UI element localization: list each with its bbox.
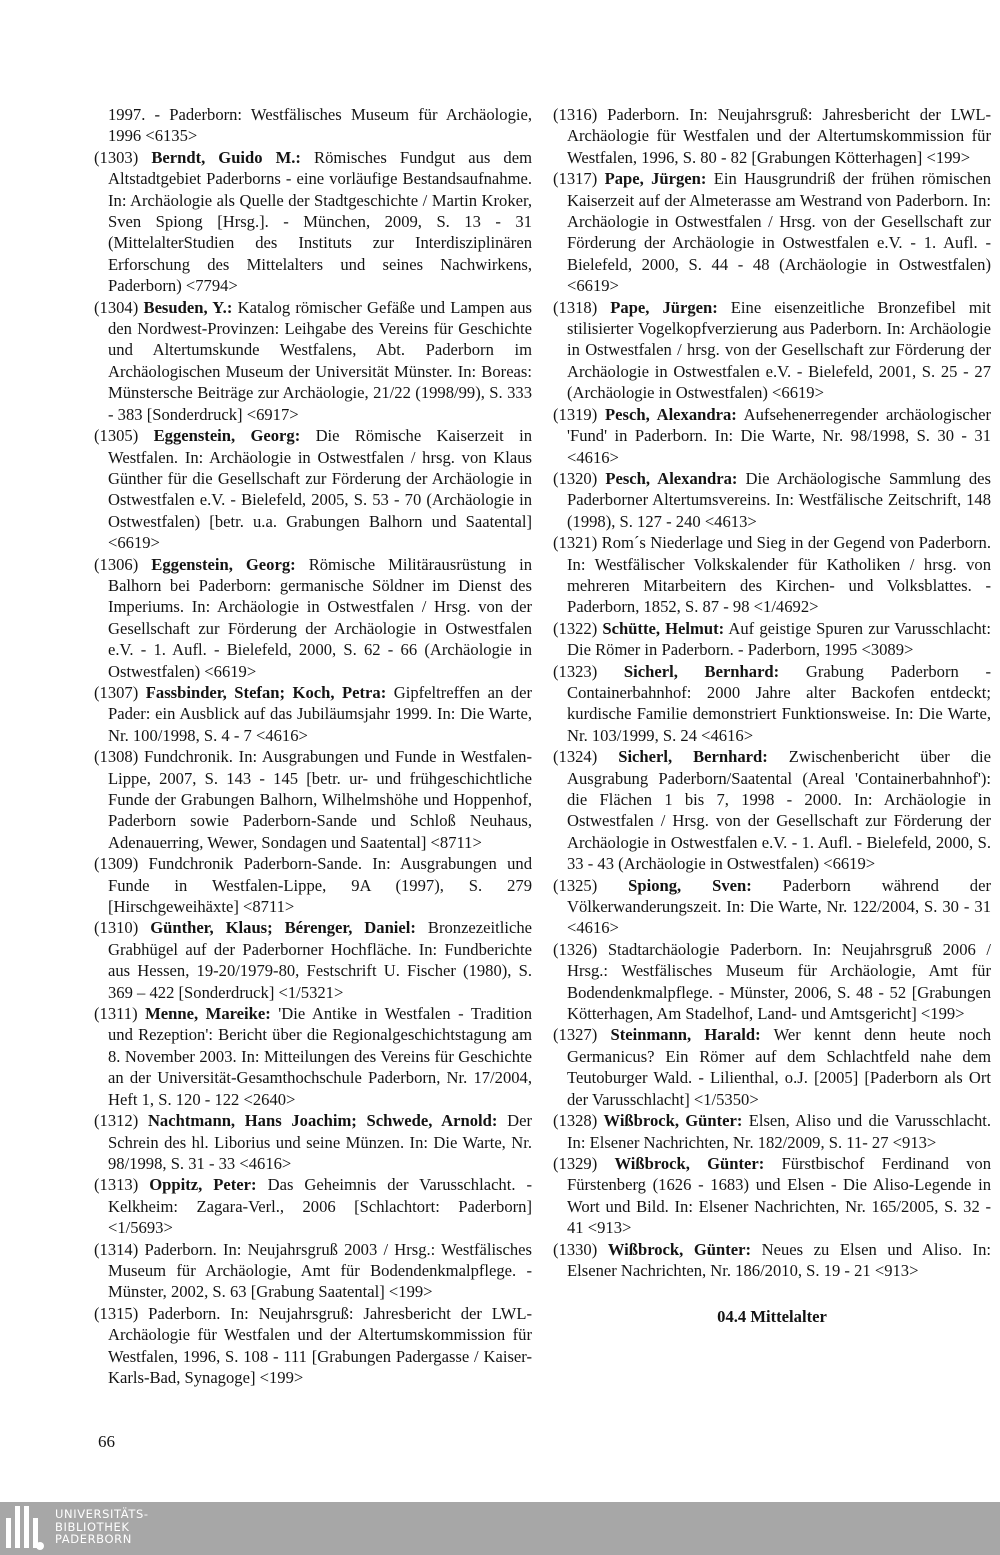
entry-author: Wißbrock, Günter:	[603, 1111, 743, 1131]
entry-number: (1305)	[94, 426, 139, 446]
entry-text: Rom´s Niederlage und Sieg in der Gegend von Paderborn. In: Westfälischer Volkskalender für Katholiken / hrsg. von mehreren Mitarbeitern des Kirchen- und Volksblattes. - Paderborn, 1852, S. 87 - 98 <1/4692>	[567, 533, 991, 617]
bibliography-entry	[553, 1024, 991, 1110]
entry-text: Elsen, Aliso und die Varusschlacht. In: Elsener Nachrichten, Nr. 182/2009, S. 11- 27 <913>	[567, 1111, 992, 1152]
bibliography-entry	[94, 682, 532, 746]
entry-number: (1306)	[94, 554, 139, 574]
library-name-line-1: UNIVERSITÄTS-	[55, 1507, 149, 1521]
entry-text: Paderborn während der Völkerwanderungszeit. In: Die Warte, Nr. 122/2004, S. 30 - 31 <4616>	[567, 875, 991, 938]
bibliography-entry	[553, 532, 991, 618]
entry-number: (1307)	[94, 682, 139, 702]
entry-text: Bronzezeitliche Grabhügel auf der Paderborner Hochfläche. In: Fundberichte aus Hessen, 19-20/1979-80, Festschrift U. Fischer (1980), S. 369 – 422 [Sonderdruck] <1/5321>	[108, 918, 532, 1002]
entry-text: Römisches Fundgut aus dem Altstadtgebiet Paderborns - eine vorläufige Bestandsaufnahme. In: Archäologie als Quelle der Stadtgeschichte / Martin Kroker, Sven Spiong [Hrsg.]. - München, 2009, S. 13 - 31 (MittelalterStudien des Instituts zur Interdisziplinären Erforschung des Mittelalters und seines Nachwirkens, Paderborn) <7794>	[108, 147, 532, 296]
entry-number: (1309)	[94, 854, 139, 874]
entry-text: Fürstbischof Ferdinand von Fürstenberg (1626 - 1683) und Elsen - Die Aliso-Legende in Wort und Bild. In: Elsener Nachrichten, Nr. 165/2005, S. 32 - 41 <913>	[567, 1153, 991, 1238]
entry-text: Die Archäologische Sammlung des Paderborner Altertumsvereins. In: Westfälische Zeitschrift, 148 (1998), S. 127 - 240 <4613>	[567, 468, 991, 531]
entry-author: Wißbrock, Günter:	[614, 1153, 765, 1173]
entry-number: (1310)	[94, 918, 139, 938]
entry-number: (1316)	[553, 105, 598, 124]
entry-text: Fundchronik. In: Ausgrabungen und Funde in Westfalen-Lippe, 2007, S. 143 - 145 [betr. ur- und frühgeschichtliche Funde der Grabungen Balhorn, Wilhelmshöhe und Hoppenhof, Paderborn sowie Paderborn-Sande und Schloß Neuhaus, Adenauerring, Wewer, Sondagen und Saatental] <8711>	[108, 747, 533, 852]
entry-text: Paderborn. In: Neujahrsgruß: Jahresbericht der LWL-Archäologie für Westfalen und der Altertumskommission für Westfalen, 1996, S. 108 - 111 [Grabungen Padergasse / Kaiser-Karls-Bad, Synagoge] <199>	[108, 1303, 533, 1387]
bibliography-entry	[94, 1110, 532, 1174]
entry-number: (1321)	[553, 533, 598, 553]
entry-number: (1317)	[553, 169, 598, 189]
entry-text: Eine eisenzeitliche Bronzefibel mit stilisierter Vogelkopfverzierung aus Paderborn. In: Archäologie in Ostwestfalen / hrsg. von der Gesellschaft zur Förderung der Archäologie in Ostwestfalen e.V. - Bielefeld, 2001, S. 25 - 27 (Archäologie in Ostwestfalen) <6619>	[567, 297, 991, 403]
entry-author: Sicherl, Bernhard:	[623, 661, 780, 681]
entry-author: Wißbrock, Günter:	[607, 1239, 752, 1259]
library-name-line-2: BIBLIOTHEK	[55, 1519, 130, 1534]
page-number: 66	[98, 1432, 115, 1451]
entry-text: Fundchronik Paderborn-Sande. In: Ausgrabungen und Funde in Westfalen-Lippe, 9A (1997), S. 279 [Hirschgeweihäxte] <8711>	[108, 854, 532, 917]
entry-number: (1320)	[553, 468, 598, 488]
right-column-entries	[553, 104, 991, 1281]
entry-author: Eggenstein, Georg:	[153, 426, 301, 446]
entry-number: (1313)	[94, 1175, 139, 1195]
bibliography-entry	[553, 746, 991, 874]
entry-author: Steinmann, Harald:	[610, 1025, 761, 1045]
entry-number: (1323)	[553, 661, 598, 681]
bibliography-entry	[94, 104, 532, 147]
bibliography-entry	[553, 1110, 991, 1153]
entry-author: Oppitz, Peter:	[149, 1175, 257, 1195]
entry-text: Der Schrein des hl. Liborius und seine Münzen. In: Die Warte, Nr. 98/1998, S. 31 - 33 <4616>	[108, 1111, 532, 1173]
right-column	[553, 104, 991, 1327]
bibliography-entry	[553, 104, 991, 168]
entry-number: (1304)	[94, 297, 139, 317]
entry-number: (1318)	[553, 297, 598, 317]
entry-number: (1319)	[553, 404, 598, 424]
bibliography-entry	[553, 875, 991, 939]
entry-text: Aufsehenerregender archäologischer 'Fund' in Paderborn. In: Die Warte, Nr. 98/1998, S. 30 - 31 <4616>	[567, 404, 991, 467]
bibliography-entry	[94, 147, 532, 297]
entry-number: (1325)	[553, 875, 598, 895]
bibliography-entry	[94, 1303, 532, 1389]
left-column	[94, 104, 532, 1388]
entry-author: Besuden, Y.:	[143, 297, 233, 317]
entry-text: Neues zu Elsen und Aliso. In: Elsener Nachrichten, Nr. 186/2010, S. 19 - 21 <913>	[567, 1239, 991, 1280]
entry-text: Ein Hausgrundriß der frühen römischen Kaiserzeit auf der Almeterasse am Westrand von Paderborn. In: Archäologie in Ostwestfalen / Hrsg. von der Gesellschaft zur Förderung der Archäologie in Ostwestfalen e.V. - 1. Aufl. - Bielefeld, 2000, S. 44 - 48 (Archäologie in Ostwestfalen) <6619>	[567, 169, 992, 296]
library-logo-icon	[6, 1506, 38, 1551]
bibliography-entry	[553, 661, 991, 747]
entry-number: (1326)	[553, 939, 598, 959]
bibliography-entry	[94, 1174, 532, 1238]
entry-number: (1314)	[94, 1239, 139, 1259]
entry-author: Pesch, Alexandra:	[605, 468, 738, 488]
entry-text: 'Die Antike in Westfalen - Tradition und Rezeption': Bericht über die Regionalgeschichtstagung am 8. November 2003. In: Mitteilungen des Vereins für Geschichte an der Universität-Gesamthochschule Paderborn, Nr. 17/2004, Heft 1, S. 120 - 122 <2640>	[108, 1004, 532, 1109]
entry-text: Paderborn. In: Neujahrsgruß: Jahresbericht der LWL-Archäologie für Westfalen und der Altertumskommission für Westfalen, 1996, S. 80 - 82 [Grabungen Kötterhagen] <199>	[567, 105, 992, 167]
entry-author: Eggenstein, Georg:	[151, 554, 296, 574]
entry-number: (1311)	[94, 1004, 138, 1024]
entry-text: Grabung Paderborn - Containerbahnhof: 2000 Jahre alter Backofen entdeckt; kurdische Familie demonstriert Funktionsweise. In: Die Warte, Nr. 103/1999, S. 24 <4616>	[567, 661, 991, 745]
entry-author: Menne, Mareike:	[145, 1004, 271, 1024]
entry-author: Spiong, Sven:	[628, 875, 752, 895]
entry-author: Pape, Jürgen:	[610, 297, 718, 317]
bibliography-entry	[94, 746, 532, 853]
entry-number: (1324)	[553, 747, 598, 767]
bibliography-entry	[94, 1239, 532, 1303]
section-heading: 04.4 Mittelalter	[717, 1307, 827, 1327]
bibliography-entry	[94, 917, 532, 1003]
entry-author: Sicherl, Bernhard:	[618, 747, 768, 767]
entry-number: (1312)	[94, 1111, 139, 1131]
entry-author: Pape, Jürgen:	[604, 169, 707, 189]
entry-number: (1329)	[553, 1153, 598, 1173]
bibliography-entry	[553, 468, 991, 532]
bibliography-entry	[553, 618, 991, 661]
entry-text: Wer kennt denn heute noch Germanicus? Ein Römer auf dem Schlachtfeld nahe dem Teutoburger Wald. - Lilienthal, o.J. [2005] [Paderborn als Ort der Varusschlacht] <1/5350>	[567, 1025, 991, 1109]
entry-author: Berndt, Guido M.:	[151, 147, 301, 167]
bibliography-entry	[553, 939, 991, 1025]
bibliography-entry	[94, 554, 532, 682]
bibliography-entry	[553, 404, 991, 468]
bibliography-entry	[553, 168, 991, 296]
entry-text: Stadtarchäologie Paderborn. In: Neujahrsgruß 2006 / Hrsg.: Westfälisches Museum für Archäologie, Amt für Bodendenkmalpflege. - Münster, 2006, S. 48 - 52 [Grabungen Kötterhagen, Am Stadelhof, Land- und Amtsgericht] <199>	[567, 939, 991, 1024]
entry-text: Zwischenbericht über die Ausgrabung Paderborn/Saatental (Areal 'Containerbahnhof'): die Flächen 1 bis 7, 1998 - 2000. In: Archäologie in Ostwestfalen / Hrsg. von der Gesellschaft zur Förderung der Archäologie in Ostwestfalen e.V. - 1. Aufl. - Bielefeld, 2000, S. 33 - 43 (Archäologie in Ostwestfalen) <6619>	[567, 747, 992, 874]
library-footer	[0, 1502, 1000, 1555]
entry-author: Fassbinder, Stefan; Koch, Petra:	[145, 682, 387, 702]
entry-number: (1303)	[94, 147, 139, 167]
entry-number: (1330)	[553, 1239, 598, 1259]
entry-text: 1997. - Paderborn: Westfälisches Museum für Archäologie, 1996 <6135>	[108, 105, 532, 146]
entry-text: Katalog römischer Gefäße und Lampen aus den Nordwest-Provinzen: Leihgabe des Vereins für Geschichte und Altertumskunde Westfalens, Abt. Paderborn im Archäologischen Museum der Universität Münster. In: Boreas: Münstersche Beiträge zur Archäologie, 21/22 (1998/99), S. 333 - 383 [Sonderdruck] <6917>	[108, 297, 532, 424]
entry-author: Pesch, Alexandra:	[605, 404, 737, 424]
bibliography-entry	[94, 853, 532, 917]
bibliography-entry	[94, 425, 532, 553]
library-name	[55, 1508, 149, 1546]
entry-number: (1315)	[94, 1303, 139, 1323]
entry-text: Auf geistige Spuren zur Varusschlacht: Die Römer in Paderborn. - Paderborn, 1995 <3089>	[567, 618, 991, 660]
entry-number: (1328)	[553, 1111, 598, 1131]
entry-text: Römische Militärausrüstung in Balhorn bei Paderborn: germanische Söldner im Dienst des Imperiums. In: Archäologie in Ostwestfalen / Hrsg. von der Gesellschaft zur Förderung der Archäologie in Ostwestfalen e.V. - 1. Aufl. - Bielefeld, 2000, S. 62 - 66 (Archäologie in Ostwestfalen) <6619>	[108, 554, 532, 681]
entry-text: Das Geheimnis der Varusschlacht. - Kelkheim: Zagara-Verl., 2006 [Schlachtort: Paderborn] <1/5693>	[108, 1175, 533, 1238]
bibliography-entry	[553, 1239, 991, 1282]
bibliography-entry	[94, 1003, 532, 1110]
entry-text: Gipfeltreffen an der Pader: ein Ausblick auf das Jubiläumsjahr 1999. In: Die Warte, Nr. 100/1998, S. 4 - 7 <4616>	[108, 682, 532, 745]
entry-author: Günther, Klaus; Bérenger, Daniel:	[150, 918, 416, 938]
entry-author: Nachtmann, Hans Joachim; Schwede, Arnold:	[147, 1111, 498, 1131]
entry-number: (1308)	[94, 747, 139, 767]
logo-dot-icon	[36, 1542, 44, 1550]
bibliography-entry	[94, 297, 532, 425]
entry-number: (1327)	[553, 1025, 598, 1045]
entry-author: Schütte, Helmut:	[602, 618, 725, 638]
library-name-line-3: PADERBORN	[55, 1532, 132, 1546]
entry-text: Die Römische Kaiserzeit in Westfalen. In: Archäologie in Ostwestfalen / hrsg. von Klaus Günther für die Gesellschaft zur Förderung der Archäologie in Ostwestfalen e.V. - Bielefeld, 2005, S. 53 - 70 (Archäologie in Ostwestfalen) [betr. u.a. Grabungen Balhorn und Saatental] <6619>	[108, 426, 533, 553]
bibliography-entry	[553, 1153, 991, 1239]
bibliography-entry	[553, 297, 991, 404]
entry-text: Paderborn. In: Neujahrsgruß 2003 / Hrsg.: Westfälisches Museum für Archäologie, Amt für Bodendenkmalpflege. - Münster, 2002, S. 63 [Grabung Saatental] <199>	[108, 1239, 532, 1302]
entry-number: (1322)	[553, 618, 598, 638]
